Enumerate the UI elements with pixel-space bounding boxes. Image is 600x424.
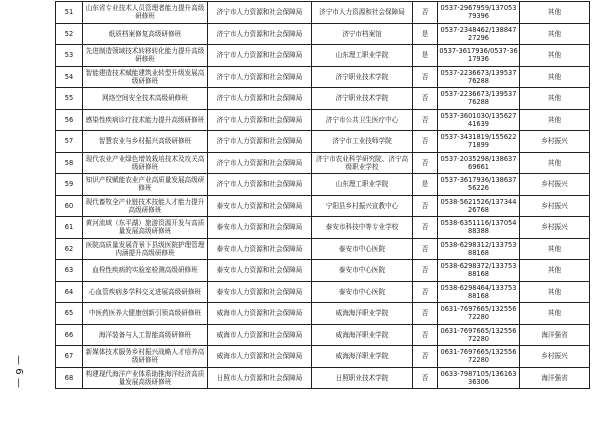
venue-cell: 威海海洋职业学院 bbox=[312, 324, 413, 346]
category-cell: 海洋强省 bbox=[520, 324, 590, 346]
venue-cell: 济宁职业技术学院 bbox=[312, 66, 413, 88]
serial-number-cell: 55 bbox=[56, 88, 83, 110]
contact-phone-cell: 0537-2035298/13863769661 bbox=[438, 152, 520, 174]
accommodation-cell: 否 bbox=[413, 346, 438, 368]
course-name-cell: 医院高质量发展背景下县级医院护理管理内涵提升高级研修班 bbox=[83, 238, 208, 260]
category-cell: 其他 bbox=[520, 109, 590, 131]
table-row bbox=[56, 346, 590, 368]
category-cell: 其他 bbox=[520, 281, 590, 303]
course-name-cell: 山东省专业技术人员管理者能力提升高级研修班 bbox=[83, 2, 208, 24]
organizer-cell: 济宁市人力资源和社会保障局 bbox=[208, 174, 312, 196]
category-cell: 乡村振兴 bbox=[520, 195, 590, 217]
organizer-cell: 威海市人力资源和社会保障局 bbox=[208, 324, 312, 346]
accommodation-cell: 否 bbox=[413, 88, 438, 110]
course-name-cell: 心血管疾病多学科交叉进展高级研修班 bbox=[83, 281, 208, 303]
table-row bbox=[56, 281, 590, 303]
contact-phone-cell: 0537-3601030/13562741639 bbox=[438, 109, 520, 131]
category-cell: 其他 bbox=[520, 2, 590, 24]
course-name-cell: 先进制造领域技术转移转化能力提升高级研修班 bbox=[83, 45, 208, 67]
venue-cell: 济宁市工业技师学院 bbox=[312, 131, 413, 153]
organizer-cell: 济宁市人力资源和社会保障局 bbox=[208, 109, 312, 131]
organizer-cell: 泰安市人力资源和社会保障局 bbox=[208, 281, 312, 303]
serial-number-cell: 65 bbox=[56, 303, 83, 325]
contact-phone-cell: 0537-3617936/0537-3617936 bbox=[438, 45, 520, 67]
serial-number-cell: 66 bbox=[56, 324, 83, 346]
venue-cell: 泰安市中心医院 bbox=[312, 281, 413, 303]
venue-cell: 泰安市中心医院 bbox=[312, 238, 413, 260]
organizer-cell: 济宁市人力资源和社会保障局 bbox=[208, 66, 312, 88]
course-name-cell: 现代畜牧全产业链技术技能人才能力提升高级研修班 bbox=[83, 195, 208, 217]
venue-cell: 日照职业技术学院 bbox=[312, 367, 413, 389]
table-row bbox=[56, 217, 590, 239]
category-cell: 乡村振兴 bbox=[520, 346, 590, 368]
accommodation-cell: 否 bbox=[413, 195, 438, 217]
serial-number-cell: 59 bbox=[56, 174, 83, 196]
accommodation-cell: 是 bbox=[413, 174, 438, 196]
category-cell: 乡村振兴 bbox=[520, 174, 590, 196]
contact-phone-cell: 0537-2967959/13705379396 bbox=[438, 2, 520, 24]
course-name-cell: 黄河流域（东平湖）旅游资源开发与高质量发展高级研修班 bbox=[83, 217, 208, 239]
organizer-cell: 济宁市人力资源和社会保障局 bbox=[208, 152, 312, 174]
accommodation-cell: 否 bbox=[413, 217, 438, 239]
contact-phone-cell: 0631-7697665/13255672280 bbox=[438, 346, 520, 368]
venue-cell: 济宁市农业科学研究院、济宁高级职业学校 bbox=[312, 152, 413, 174]
table-row bbox=[56, 195, 590, 217]
table-row bbox=[56, 238, 590, 260]
accommodation-cell: 否 bbox=[413, 2, 438, 24]
accommodation-cell: 否 bbox=[413, 238, 438, 260]
serial-number-cell: 67 bbox=[56, 346, 83, 368]
accommodation-cell: 否 bbox=[413, 303, 438, 325]
contact-phone-cell: 0538-6298372/13375388168 bbox=[438, 260, 520, 282]
venue-cell: 济宁职业技术学院 bbox=[312, 88, 413, 110]
accommodation-cell: 否 bbox=[413, 324, 438, 346]
contact-phone-cell: 0538-6351116/13705488388 bbox=[438, 217, 520, 239]
serial-number-cell: 56 bbox=[56, 109, 83, 131]
organizer-cell: 日照市人力资源和社会保障局 bbox=[208, 367, 312, 389]
accommodation-cell: 否 bbox=[413, 66, 438, 88]
accommodation-cell: 否 bbox=[413, 260, 438, 282]
category-cell: 乡村振兴 bbox=[520, 131, 590, 153]
venue-cell: 山东理工职业学院 bbox=[312, 45, 413, 67]
accommodation-cell: 否 bbox=[413, 131, 438, 153]
accommodation-cell: 是 bbox=[413, 23, 438, 45]
organizer-cell: 泰安市人力资源和社会保障局 bbox=[208, 238, 312, 260]
accommodation-cell: 否 bbox=[413, 367, 438, 389]
organizer-cell: 济宁市人力资源和社会保障局 bbox=[208, 2, 312, 24]
venue-cell: 泰安市科技中等专业学校 bbox=[312, 217, 413, 239]
contact-phone-cell: 0631-7697665/13255672280 bbox=[438, 324, 520, 346]
course-name-cell: 感染性疾病诊疗技术能力提升高级研修班 bbox=[83, 109, 208, 131]
serial-number-cell: 60 bbox=[56, 195, 83, 217]
venue-cell: 泰安市中心医院 bbox=[312, 260, 413, 282]
serial-number-cell: 58 bbox=[56, 152, 83, 174]
contact-phone-cell: 0631-7697665/13255672280 bbox=[438, 303, 520, 325]
course-name-cell: 知识产权赋能农业产业高质量发展高级研修班 bbox=[83, 174, 208, 196]
category-cell: 其他 bbox=[520, 303, 590, 325]
category-cell: 海洋强省 bbox=[520, 367, 590, 389]
table-row bbox=[56, 45, 590, 67]
serial-number-cell: 63 bbox=[56, 260, 83, 282]
organizer-cell: 济宁市人力资源和社会保障局 bbox=[208, 23, 312, 45]
category-cell: 其他 bbox=[520, 238, 590, 260]
serial-number-cell: 64 bbox=[56, 281, 83, 303]
category-cell: 其他 bbox=[520, 66, 590, 88]
training-course-table bbox=[55, 1, 590, 389]
venue-cell: 济宁市人力资源和社会保障局 bbox=[312, 2, 413, 24]
contact-phone-cell: 0537-2348462/13884727296 bbox=[438, 23, 520, 45]
course-name-cell: 海洋装备与人工智能高级研修班 bbox=[83, 324, 208, 346]
contact-phone-cell: 0538-6298464/13375388168 bbox=[438, 281, 520, 303]
category-cell: 其他 bbox=[520, 152, 590, 174]
table-row bbox=[56, 23, 590, 45]
table-row bbox=[56, 260, 590, 282]
table-row bbox=[56, 152, 590, 174]
venue-cell: 山东理工职业学院 bbox=[312, 174, 413, 196]
category-cell: 其他 bbox=[520, 260, 590, 282]
serial-number-cell: 62 bbox=[56, 238, 83, 260]
accommodation-cell: 否 bbox=[413, 281, 438, 303]
course-name-cell: 智慧农业与乡村振兴高级研修班 bbox=[83, 131, 208, 153]
category-cell: 乡村振兴 bbox=[520, 217, 590, 239]
organizer-cell: 泰安市人力资源和社会保障局 bbox=[208, 260, 312, 282]
category-cell: 其他 bbox=[520, 88, 590, 110]
table-row bbox=[56, 174, 590, 196]
organizer-cell: 威海市人力资源和社会保障局 bbox=[208, 303, 312, 325]
accommodation-cell: 否 bbox=[413, 109, 438, 131]
course-name-cell: 网络空间安全技术高级研修班 bbox=[83, 88, 208, 110]
contact-phone-cell: 0538-6298312/13375388168 bbox=[438, 238, 520, 260]
course-name-cell: 血栓性疾病的实验室检测高级研修班 bbox=[83, 260, 208, 282]
organizer-cell: 泰安市人力资源和社会保障局 bbox=[208, 195, 312, 217]
table-row bbox=[56, 66, 590, 88]
organizer-cell: 济宁市人力资源和社会保障局 bbox=[208, 88, 312, 110]
organizer-cell: 济宁市人力资源和社会保障局 bbox=[208, 45, 312, 67]
course-name-cell: 纸质档案修复高级研修班 bbox=[83, 23, 208, 45]
course-name-cell: 智能建造技术赋能建筑业转型升级发展高级研修班 bbox=[83, 66, 208, 88]
serial-number-cell: 54 bbox=[56, 66, 83, 88]
organizer-cell: 济宁市人力资源和社会保障局 bbox=[208, 131, 312, 153]
table-row bbox=[56, 324, 590, 346]
contact-phone-cell: 0537-3617936/13863756226 bbox=[438, 174, 520, 196]
table-row bbox=[56, 303, 590, 325]
serial-number-cell: 57 bbox=[56, 131, 83, 153]
venue-cell: 威海海洋职业学院 bbox=[312, 303, 413, 325]
contact-phone-cell: 0537-2236673/13953776288 bbox=[438, 66, 520, 88]
contact-phone-cell: 0537-3431819/15562271899 bbox=[438, 131, 520, 153]
course-name-cell: 新媒体技术服务乡村振兴战略人才培养高级研修班 bbox=[83, 346, 208, 368]
table-row bbox=[56, 367, 590, 389]
table-row bbox=[56, 109, 590, 131]
category-cell: 其他 bbox=[520, 45, 590, 67]
contact-phone-cell: 0538-5621526/13734426768 bbox=[438, 195, 520, 217]
venue-cell: 济宁市档案馆 bbox=[312, 23, 413, 45]
serial-number-cell: 61 bbox=[56, 217, 83, 239]
venue-cell: 济宁市公共卫生医疗中心 bbox=[312, 109, 413, 131]
table-row bbox=[56, 88, 590, 110]
page-number: — 6 — bbox=[12, 354, 24, 388]
table-row bbox=[56, 2, 590, 24]
accommodation-cell: 是 bbox=[413, 45, 438, 67]
venue-cell: 宁阳县乡村振兴宣教中心 bbox=[312, 195, 413, 217]
organizer-cell: 威海市人力资源和社会保障局 bbox=[208, 346, 312, 368]
course-name-cell: 中医药医养大健康创新引领高级研修班 bbox=[83, 303, 208, 325]
serial-number-cell: 52 bbox=[56, 23, 83, 45]
category-cell: 其他 bbox=[520, 23, 590, 45]
venue-cell: 威海海洋职业学院 bbox=[312, 346, 413, 368]
table-row bbox=[56, 131, 590, 153]
contact-phone-cell: 0633-7987105/13616336306 bbox=[438, 367, 520, 389]
course-name-cell: 构建现代海洋产业体系助推海洋经济高质量发展高级研修班 bbox=[83, 367, 208, 389]
serial-number-cell: 68 bbox=[56, 367, 83, 389]
contact-phone-cell: 0537-2236673/13953776288 bbox=[438, 88, 520, 110]
organizer-cell: 泰安市人力资源和社会保障局 bbox=[208, 217, 312, 239]
accommodation-cell: 否 bbox=[413, 152, 438, 174]
serial-number-cell: 53 bbox=[56, 45, 83, 67]
serial-number-cell: 51 bbox=[56, 2, 83, 24]
course-name-cell: 现代农业产业绿色增效栽培技术及攻关高级研修班 bbox=[83, 152, 208, 174]
